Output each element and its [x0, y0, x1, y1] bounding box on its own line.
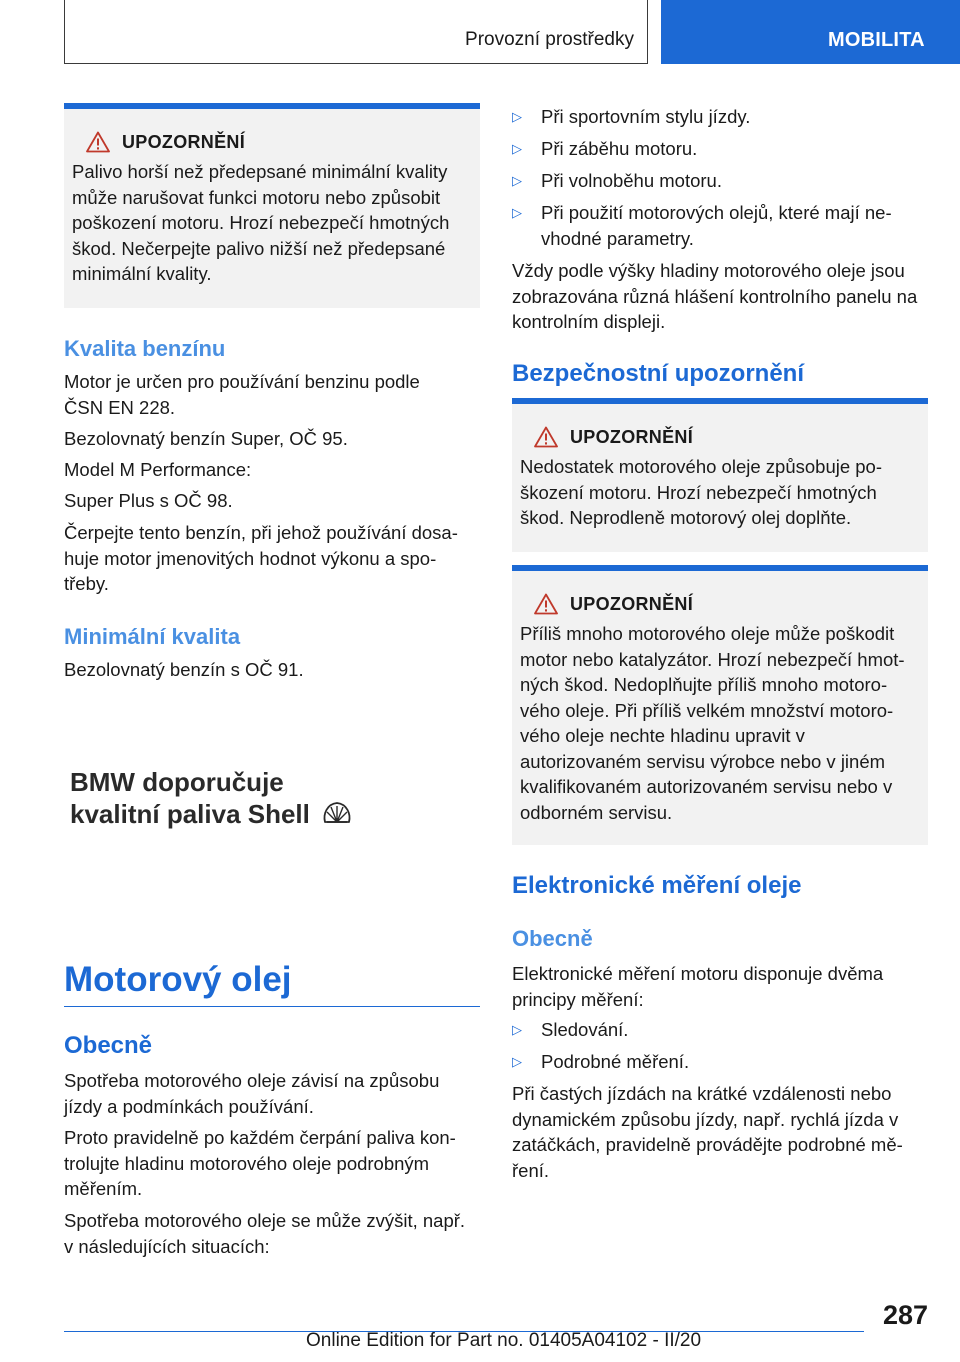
text-line: Motor je určen pro používání benzinu podle: [64, 371, 420, 392]
text-line: Při použití motorových olejů, které mají ne-: [541, 202, 892, 223]
list-item: [512, 1017, 928, 1043]
list-item: [512, 168, 928, 194]
chapter-tab[interactable]: MOBILITA: [661, 0, 960, 64]
triangle-bullet-icon: ▷: [512, 205, 522, 220]
paragraph: [64, 1068, 480, 1119]
triangle-bullet-icon: ▷: [512, 1022, 522, 1037]
chapter-heading-motorovy-olej: Motorový olej: [64, 960, 480, 1007]
text-line: Při sportovním stylu jízdy.: [541, 106, 751, 127]
paragraph: [64, 488, 480, 514]
text-line: Super Plus s OČ 98.: [64, 490, 233, 511]
warning-line: škod. Nečerpejte palivo nižší než předepsané: [72, 237, 446, 259]
list-item: [512, 136, 928, 162]
triangle-bullet-icon: ▷: [512, 1054, 522, 1069]
warning-box: [512, 398, 928, 552]
warning-header: [534, 426, 920, 448]
text-line: Podrobné měření.: [541, 1051, 690, 1072]
shell-line: BMW doporučuje: [70, 767, 284, 797]
warning-line: vého oleje. Při příliš velkém množství motoro-: [520, 699, 894, 721]
warning-line: autorizovaném servisu výrobce nebo v jiném: [520, 750, 886, 772]
text-line: Při častých jízdách na krátké vzdálenosti nebo: [512, 1083, 892, 1104]
triangle-bullet-icon: ▷: [512, 141, 522, 156]
heading-obecne: Obecně: [512, 926, 593, 951]
warning-line: škod. Neprodleně motorový olej doplňte.: [520, 507, 852, 528]
text-line: huje motor jmenovitých hodnot výkonu a spo-: [64, 547, 437, 569]
warning-triangle-icon: [534, 426, 558, 448]
warning-triangle-icon: [534, 593, 558, 615]
footer-edition-text: Online Edition for Part no. 01405A04102 - II/20: [306, 1330, 702, 1351]
shell-logo-icon: [322, 800, 352, 826]
text-line: Elektronické měření motoru disponuje dvěma: [512, 963, 884, 984]
text-line: dynamickém způsobu jízdy, např. rychlá jízda v: [512, 1108, 899, 1130]
paragraph: [64, 426, 480, 452]
warning-line: vého oleje nechte hladinu upravit v: [520, 725, 805, 746]
text-line: vhodné parametry.: [541, 227, 694, 249]
text-line: Model M Performance:: [64, 459, 252, 480]
text-line: Bezolovnatý benzín s OČ 91.: [64, 659, 304, 680]
triangle-bullet-icon: ▷: [512, 109, 522, 124]
heading-kvalita-benzinu: Kvalita benzínu: [64, 336, 226, 361]
list-item: [512, 200, 928, 251]
paragraph: [64, 1125, 480, 1202]
heading-bezpecnostni-upozorneni: Bezpečnostní upozornění: [512, 360, 805, 387]
text-line: jízdy a podmínkách používání.: [64, 1095, 314, 1117]
shell-line: kvalitní paliva Shell: [70, 799, 310, 829]
paragraph: [64, 520, 480, 597]
warning-line: kvalifikovaném autorizovaném servisu nebo v: [520, 776, 893, 797]
text-line: v následujících situacích:: [64, 1235, 270, 1257]
text-line: Vždy podle výšky hladiny motorového oleje jsou: [512, 260, 905, 281]
paragraph: [512, 961, 928, 1012]
text-line: Při záběhu motoru.: [541, 138, 698, 159]
heading-elektronicke-mereni-oleje: Elektronické měření oleje: [512, 872, 802, 899]
paragraph: [512, 258, 928, 335]
warning-box: [64, 103, 480, 308]
warning-title: UPOZORNĚNÍ: [570, 593, 694, 614]
warning-line: poškození motoru. Hrozí nebezpečí hmotných: [72, 212, 450, 233]
warning-line: Příliš mnoho motorového oleje může poškodit: [520, 623, 895, 644]
paragraph: [64, 1208, 480, 1259]
triangle-bullet-icon: ▷: [512, 173, 522, 188]
warning-box: [512, 565, 928, 845]
text-line: zatáčkách, pravidelně provádějte podrobné mě-: [512, 1134, 903, 1155]
heading-obecne: Obecně: [64, 1032, 153, 1059]
shell-advert: [70, 766, 310, 830]
text-line: Spotřeba motorového oleje závisí na způsobu: [64, 1070, 440, 1091]
text-line: třeby.: [64, 573, 109, 594]
text-line: měřením.: [64, 1178, 143, 1199]
warning-line: může narušovat funkci motoru nebo způsobit: [72, 186, 441, 208]
warning-line: Palivo horší než předepsané minimální kvality: [72, 161, 448, 182]
warning-line: motor nebo katalyzátor. Hrozí nebezpečí hmot-: [520, 648, 905, 670]
text-line: Sledování.: [541, 1019, 629, 1040]
list-item: [512, 104, 928, 130]
text-line: trolujte hladinu motorového oleje podrobným: [64, 1152, 430, 1174]
text-line: Čerpejte tento benzín, při jehož používání dosa-: [64, 522, 458, 543]
section-title: Provozní prostředky: [465, 29, 634, 50]
warning-line: ných škod. Nedoplňujte příliš mnoho motoro-: [520, 674, 888, 695]
page-number: 287: [882, 1300, 928, 1330]
text-line: zobrazována různá hlášení kontrolního panelu na: [512, 285, 918, 307]
text-line: ření.: [512, 1159, 550, 1181]
text-line: principy měření:: [512, 988, 644, 1010]
warning-line: odborném servisu.: [520, 801, 673, 823]
heading-minimalni-kvalita: Minimální kvalita: [64, 624, 241, 649]
warning-line: škození motoru. Hrozí nebezpečí hmotných: [520, 481, 877, 503]
text-line: kontrolním displeji.: [512, 311, 666, 332]
text-line: Proto pravidelně po každém čerpání paliva kon-: [64, 1127, 456, 1148]
warning-line: Nedostatek motorového oleje způsobuje po-: [520, 456, 883, 477]
text-line: Při volnoběhu motoru.: [541, 170, 722, 191]
paragraph: [512, 1081, 928, 1183]
warning-header: [534, 593, 920, 615]
paragraph: [64, 657, 480, 683]
text-line: Bezolovnatý benzín Super, OČ 95.: [64, 428, 348, 449]
text-line: Spotřeba motorového oleje se může zvýšit, např.: [64, 1210, 466, 1231]
paragraph: [64, 457, 480, 483]
warning-title: UPOZORNĚNÍ: [122, 131, 246, 152]
list-item: [512, 1049, 928, 1075]
warning-triangle-icon: [86, 131, 110, 153]
warning-header: [86, 131, 472, 153]
text-line: ČSN EN 228.: [64, 396, 176, 418]
paragraph: [64, 369, 480, 420]
warning-line: minimální kvality.: [72, 263, 212, 284]
warning-title: UPOZORNĚNÍ: [570, 426, 694, 447]
